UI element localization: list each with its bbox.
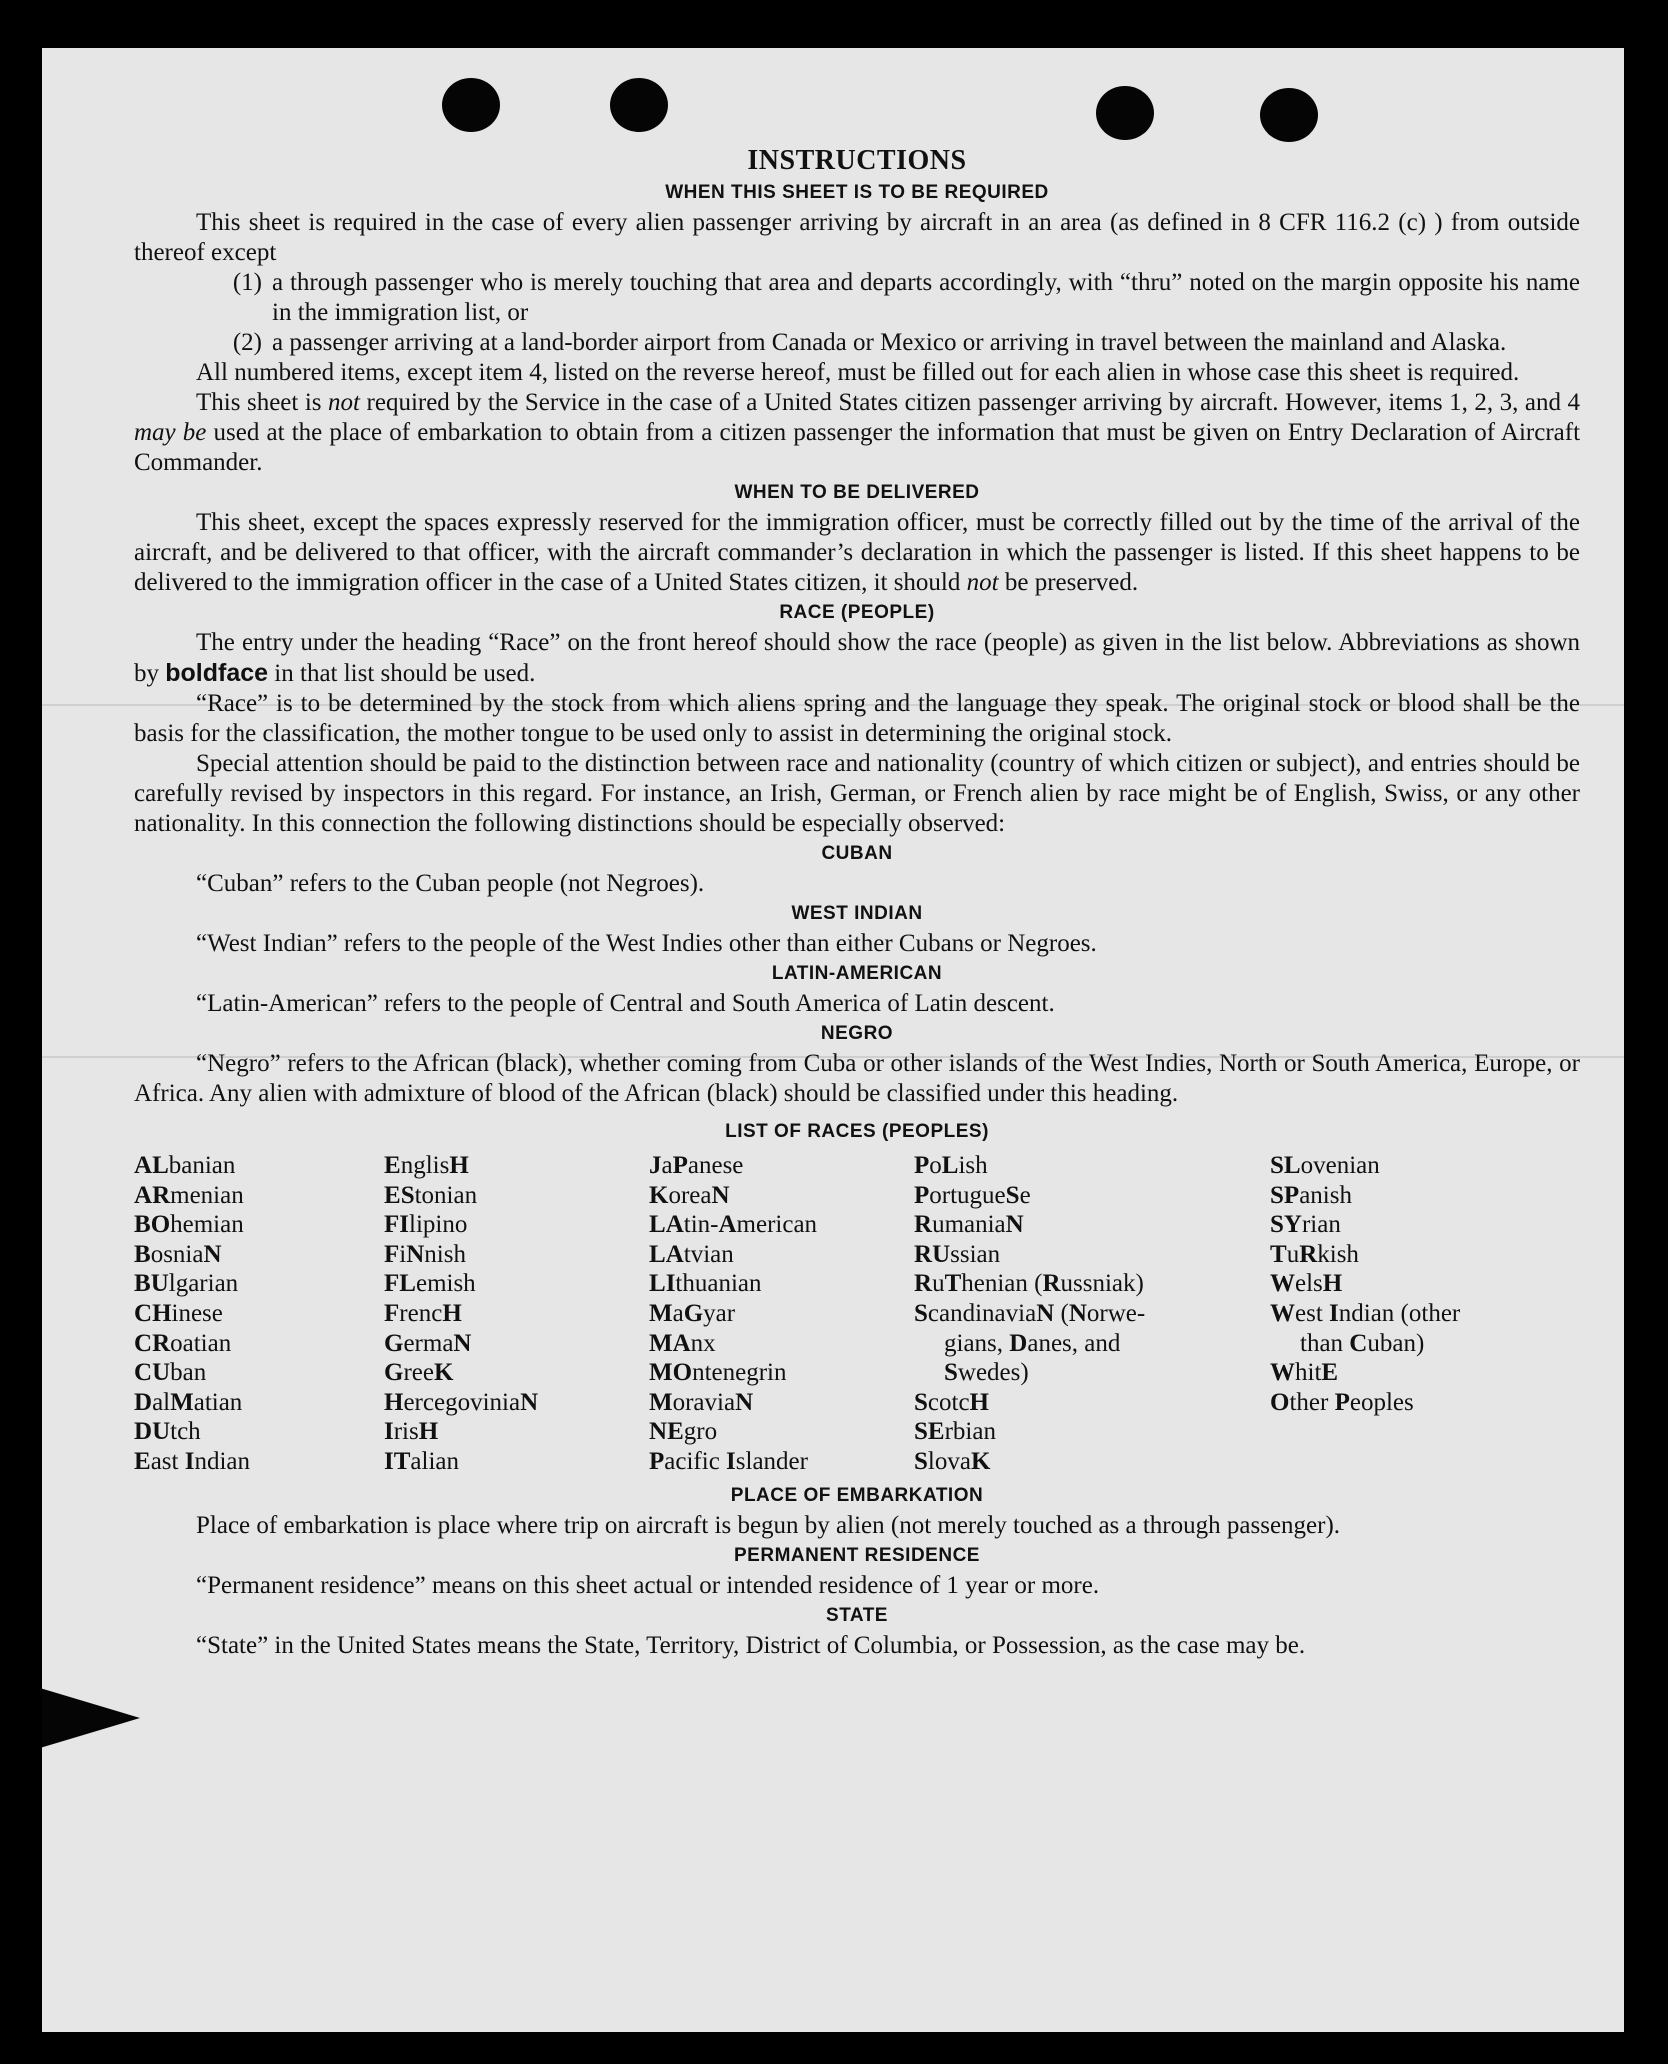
paragraph: “Race” is to be determined by the stock from which aliens spring and the language they speak. The original stock or blood shall be the basis for the classification, the mother tongue to be used only to assist in determining the original stock. (134, 690, 1580, 747)
race-entry: FLemish (384, 1270, 476, 1298)
punch-hole (442, 78, 500, 132)
paragraph: “Cuban” refers to the Cuban people (not Negroes). (196, 870, 705, 897)
list-item (134, 328, 1580, 358)
race-entry: LIthuanian (649, 1270, 762, 1298)
instructions-body (134, 144, 1580, 1661)
race-entry: MOntenegrin (649, 1359, 787, 1387)
punch-hole (1096, 86, 1154, 140)
race-entry: MoraviaN (649, 1388, 754, 1416)
race-entry: NEgro (649, 1418, 718, 1446)
race-entry: Other Peoples (1270, 1388, 1414, 1416)
race-entry: DUtch (134, 1418, 201, 1446)
section-heading: NEGRO (820, 1023, 894, 1044)
race-column (649, 1151, 914, 1477)
race-entry: FiNnish (384, 1240, 466, 1268)
race-entry: ALbanian (134, 1152, 236, 1179)
race-entry: than Cuban) (1300, 1329, 1425, 1357)
race-column (134, 1151, 384, 1477)
punch-hole (610, 78, 668, 132)
section-heading: STATE (826, 1604, 888, 1626)
race-entry: SlovaK (914, 1447, 991, 1475)
text-run: in that list should be used. (268, 660, 536, 687)
race-entry: Swedes) (944, 1359, 1029, 1387)
race-entry: Pacific Islander (649, 1447, 808, 1475)
section-heading: RACE (PEOPLE) (779, 602, 935, 623)
list-number: (1) (232, 269, 262, 296)
race-entry: SErbian (914, 1418, 996, 1446)
paragraph: Special attention should be paid to the distinction between race and nationality (country of which citizen or subject), and entries should be carefully revised by inspectors in this regard. For instance, an Irish, German, or French alien by race might be of English, Swiss, or any other nationality. In this connection the following distinctions should be especially observed: (134, 750, 1580, 837)
italic-text: may be (134, 419, 207, 446)
race-list (134, 1151, 1580, 1477)
race-entry: BUlgarian (134, 1270, 239, 1298)
race-entry: PortugueSe (914, 1181, 1031, 1209)
race-entry: SLovenian (1270, 1152, 1380, 1179)
race-entry: FIlipino (384, 1211, 468, 1239)
section-heading: CUBAN (821, 843, 893, 864)
section-heading: WHEN THIS SHEET IS TO BE REQUIRED (665, 182, 1049, 203)
race-entry: gians, Danes, and (944, 1329, 1121, 1357)
torn-edge (42, 1688, 140, 1748)
paragraph: Place of embarkation is place where trip on aircraft is begun by alien (not merely touched as a through passenger). (196, 1511, 1341, 1539)
text-run: This sheet, except the spaces expressly reserved for the immigration officer, must be correctly filled out by the time of the arrival of the aircraft, and be delivered to that officer, with the aircraft commander’s declaration in which the passenger is listed. If this sheet happens to be delivered to the immigration officer in the case of a United States citizen, it should (134, 509, 1580, 596)
race-entry: ScotcH (914, 1388, 989, 1416)
text-run: be preserved. (998, 569, 1139, 596)
paragraph: “Negro” refers to the African (black), whether coming from Cuba or other islands of the West Indies, North or South America, Europe, or Africa. Any alien with admixture of blood of the African (black) should be classified under this heading. (134, 1050, 1580, 1107)
race-entry: RuThenian (Russniak) (914, 1270, 1144, 1298)
section-heading: LIST OF RACES (PEOPLES) (725, 1121, 989, 1142)
race-entry: CRoatian (134, 1329, 232, 1357)
text-run: used at the place of embarkation to obtain from a citizen passenger the information that must be given on Entry Declaration of Aircraft Commander. (134, 419, 1581, 476)
race-entry: LAtvian (649, 1240, 734, 1268)
race-entry: CUban (134, 1359, 207, 1387)
race-entry: CHinese (134, 1299, 223, 1327)
race-entry: West Indian (other (1270, 1299, 1461, 1327)
document-title: INSTRUCTIONS (747, 145, 967, 176)
race-entry: WelsH (1270, 1270, 1343, 1298)
text-run: This sheet is (196, 389, 329, 416)
race-entry: GermaN (384, 1329, 472, 1357)
bold-text: boldface (165, 659, 269, 687)
list-item (134, 268, 1580, 328)
race-entry: PoLish (914, 1152, 988, 1179)
race-entry: FrencH (384, 1299, 462, 1327)
race-entry: ARmenian (134, 1181, 244, 1209)
race-entry: DalMatian (134, 1388, 243, 1416)
punch-hole (1260, 88, 1318, 142)
section-heading: PERMANENT RESIDENCE (734, 1544, 980, 1566)
race-entry: GreeK (384, 1359, 454, 1387)
race-entry: MaGyar (649, 1299, 736, 1327)
race-entry: TuRkish (1270, 1240, 1359, 1268)
race-entry: MAnx (649, 1329, 716, 1357)
race-entry: SPanish (1270, 1181, 1352, 1209)
italic-text: not (328, 389, 360, 416)
italic-text: not (966, 569, 999, 596)
document-sheet (42, 48, 1624, 2032)
race-entry: BOhemian (134, 1211, 244, 1239)
race-entry: KoreaN (649, 1181, 730, 1209)
race-entry: RumaniaN (914, 1211, 1024, 1239)
race-entry: RUssian (914, 1240, 1001, 1268)
paragraph: “West Indian” refers to the people of the West Indies other than either Cubans or Negroes. (196, 930, 1097, 957)
race-entry: BosniaN (134, 1240, 222, 1268)
paragraph: “State” in the United States means the State, Territory, District of Columbia, or Possession, as the case may be. (196, 1631, 1306, 1659)
paragraph (134, 628, 1580, 689)
list-number: (2) (232, 329, 262, 356)
paragraph: All numbered items, except item 4, listed on the reverse hereof, must be filled out for each alien in whose case this sheet is required. (196, 359, 1520, 386)
section-heading: PLACE OF EMBARKATION (730, 1484, 984, 1506)
race-entry: HercegoviniaN (384, 1388, 539, 1416)
paragraph (134, 388, 1580, 478)
text-run: required by the Service in the case of a United States citizen passenger arriving by aircraft. However, items 1, 2, 3, and 4 (360, 389, 1580, 416)
paragraph: “Latin-American” refers to the people of Central and South America of Latin descent. (196, 990, 1055, 1017)
race-entry: IrisH (384, 1418, 439, 1446)
paragraph (134, 508, 1580, 598)
race-entry: EStonian (384, 1181, 478, 1209)
list-text: a through passenger who is merely touching that area and departs accordingly, with “thru” noted on the margin opposite his name in the immigration list, or (272, 269, 1580, 326)
race-column (1270, 1151, 1580, 1477)
paragraph: “Permanent residence” means on this sheet actual or intended residence of 1 year or more. (196, 1571, 1100, 1599)
race-column (384, 1151, 649, 1477)
race-entry: JaPanese (649, 1152, 744, 1179)
paragraph: This sheet is required in the case of every alien passenger arriving by aircraft in an area (as defined in 8 CFR 116.2 (c) ) from outside thereof except (134, 209, 1580, 266)
section-heading: WEST INDIAN (791, 903, 923, 924)
race-entry: WhitE (1270, 1359, 1339, 1387)
race-entry: ITalian (384, 1447, 460, 1475)
race-column (914, 1151, 1270, 1477)
race-entry: East Indian (134, 1447, 250, 1475)
race-entry: LAtin-American (649, 1211, 818, 1239)
list-text: a passenger arriving at a land-border airport from Canada or Mexico or arriving in travel between the mainland and Alaska. (272, 329, 1507, 356)
section-heading: WHEN TO BE DELIVERED (734, 482, 980, 503)
race-entry: ScandinaviaN (Norwe- (914, 1299, 1146, 1327)
race-entry: EnglisH (384, 1152, 469, 1179)
section-heading: LATIN-AMERICAN (771, 963, 943, 984)
text-run: The entry under the heading “Race” on the front hereof should show the race (people) as given in the list below. Abbreviations as shown by (134, 629, 1580, 687)
race-entry: SYrian (1270, 1211, 1341, 1239)
